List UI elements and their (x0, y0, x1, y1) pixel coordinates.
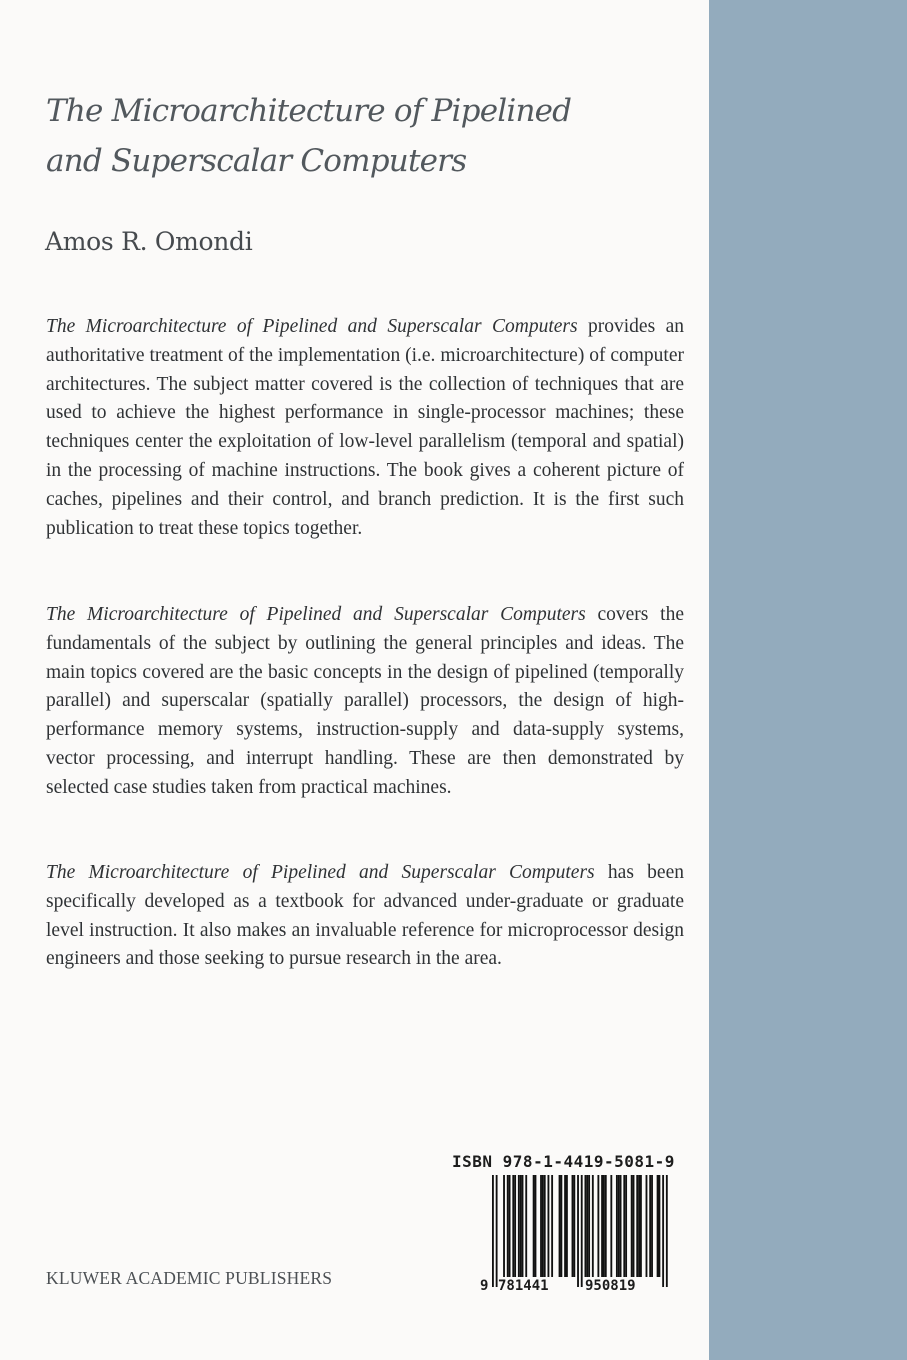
barcode-bar (522, 1175, 524, 1277)
barcode-bar (601, 1175, 603, 1277)
barcode-bar (559, 1175, 561, 1277)
barcode-bar (520, 1175, 522, 1277)
barcode-bar (492, 1175, 494, 1287)
barcode-bar (625, 1175, 627, 1277)
barcode-bar (560, 1175, 562, 1277)
barcode-bar (636, 1175, 638, 1277)
barcode-digit-first: 9 (480, 1278, 489, 1294)
barcode-bar (535, 1175, 537, 1277)
barcode-bar (662, 1175, 664, 1287)
barcode-bar (666, 1175, 668, 1287)
barcode-bar (640, 1175, 642, 1277)
book-title-line-1: The Microarchitecture of Pipelined (46, 93, 572, 129)
barcode-bar (616, 1175, 618, 1277)
paragraph-1-title-italic: The Microarchitecture of Pipelined and Superscalar Computers (46, 316, 578, 337)
publisher-name: KLUWER ACADEMIC PUBLISHERS (46, 1268, 333, 1288)
barcode-bar (514, 1175, 516, 1277)
barcode-bar (518, 1175, 520, 1277)
book-title (46, 86, 686, 186)
barcode-bar (631, 1175, 633, 1277)
isbn-label: ISBN 978-1-4419-5081-9 (452, 1152, 675, 1171)
book-title-line-2: and Superscalar Computers (46, 143, 467, 179)
paragraph-3-title-italic: The Microarchitecture of Pipelined and Superscalar Computers (46, 862, 595, 883)
barcode-bar (572, 1175, 574, 1277)
barcode-bar (566, 1175, 568, 1277)
barcode-bar (633, 1175, 635, 1277)
paragraph-1-body: provides an authoritative treatment of the implementation (i.e. microarchitecture) of computer architectures. The subject matter covered is the collection of techniques that are used to achieve the highest performance in single-processor machines; these techniques center the exploitation of low-level parallelism (temporal and spatial) in the processing of machine instructions. The book gives a coherent picture of caches, pipelines and their control, and branch prediction. It is the first such publication to treat these topics together. (46, 316, 684, 539)
description-paragraph-2 (46, 601, 684, 803)
barcode-bar (551, 1175, 553, 1277)
barcode-bar (564, 1175, 566, 1277)
barcode-bar (525, 1175, 527, 1277)
description-paragraph-3 (46, 859, 684, 974)
barcode-bar (638, 1175, 640, 1277)
paragraph-2-title-italic: The Microarchitecture of Pipelined and Superscalar Computers (46, 604, 586, 625)
barcode-bar (592, 1175, 594, 1277)
barcode-bar (503, 1175, 505, 1277)
barcode-bar (586, 1175, 588, 1277)
barcode-bar (618, 1175, 620, 1277)
barcode-bar (581, 1175, 583, 1287)
barcode-bar (585, 1175, 587, 1277)
description-paragraph-1 (46, 313, 684, 543)
barcode-bar (620, 1175, 622, 1277)
barcode-digits-right: 950819 (585, 1278, 636, 1294)
barcode-bar (603, 1175, 605, 1277)
barcode-bar (623, 1175, 625, 1277)
barcode-bar (507, 1175, 509, 1277)
barcode-digits-left: 781441 (498, 1278, 549, 1294)
barcode-bar (651, 1175, 653, 1277)
barcode-bar (496, 1175, 498, 1287)
barcode-bar (657, 1175, 659, 1277)
barcode-bar (588, 1175, 590, 1277)
paragraph-3-body: has been specifically developed as a textbook for advanced under-graduate or graduate level instruction. It also makes an invaluable reference for microprocessor design engineers and those seeking to pursue research in the area. (46, 862, 684, 970)
barcode-bar (659, 1175, 661, 1277)
spine-color-band (709, 0, 907, 1360)
barcode-bar (544, 1175, 546, 1277)
barcode-bar (610, 1175, 612, 1277)
barcode-bar (646, 1175, 648, 1277)
paragraph-2-body: covers the fundamentals of the subject by outlining the general principles and ideas. The main topics covered are the basic concepts in the design of pipelined (temporally parallel) and superscalar (spatially parallel) processors, the design of high-performance memory systems, instruction-supply and data-supply systems, vector processing, and interrupt handling. These are then demonstrated by selected case studies taken from practical machines. (46, 604, 685, 798)
barcode-bar (509, 1175, 511, 1277)
barcode-bar (573, 1175, 575, 1277)
barcode-bar (597, 1175, 599, 1277)
barcode-bar (540, 1175, 542, 1277)
barcode-bar (649, 1175, 651, 1277)
barcode-bar (577, 1175, 579, 1287)
barcode-bar (512, 1175, 514, 1277)
barcode-bar (605, 1175, 607, 1277)
barcode-bar (533, 1175, 535, 1277)
author-name: Amos R. Omondi (45, 227, 253, 256)
barcode-bar (548, 1175, 550, 1277)
barcode-bar (542, 1175, 544, 1277)
